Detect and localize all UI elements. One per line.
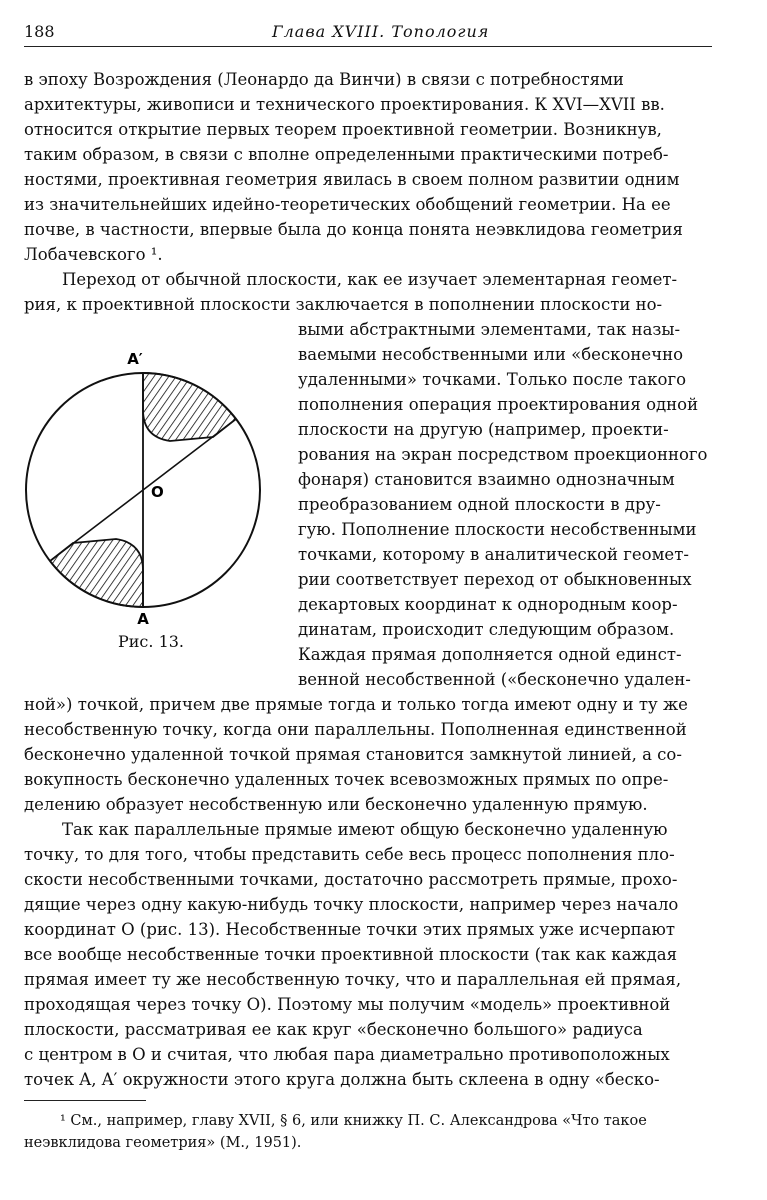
text-line: рия, к проективной плоскости заключается в пополнении плоскости но- xyxy=(24,295,663,314)
text-line: декартовых координат к однородным коор- xyxy=(298,595,678,614)
text-line: плоскости на другую (например, проекти- xyxy=(298,420,669,439)
text-line: Каждая прямая дополняется одной единст- xyxy=(298,645,682,664)
text-line: фонаря) становится взаимно однозначным xyxy=(298,470,675,489)
text-line: преобразованием одной плоскости в дру- xyxy=(298,495,661,514)
text-line: точками, которому в аналитической геомет- xyxy=(298,545,689,564)
lower-hatched-region xyxy=(50,539,143,607)
text-line: почве, в частности, впервые была до конца понята неэвклидова геометрия xyxy=(24,220,683,239)
text-line: таким образом, в связи с вполне определенными практическими потреб- xyxy=(24,145,669,164)
footnote-line: ¹ См., например, главу XVII, § 6, или книжку П. С. Александрова «Что такое xyxy=(60,1113,647,1129)
text-line: Так как параллельные прямые имеют общую бесконечно удаленную xyxy=(62,820,668,839)
text-line: ностями, проективная геометрия явилась в своем полном развитии одним xyxy=(24,170,680,189)
figure-13 xyxy=(18,340,278,630)
text-line: координат O (рис. 13). Несобственные точки этих прямых уже исчерпают xyxy=(24,920,675,939)
text-line: несобственную точку, когда они параллельны. Пополненная единственной xyxy=(24,720,687,739)
text-line: ваемыми несобственными или «бесконечно xyxy=(298,345,684,364)
text-line: все вообще несобственные точки проективной плоскости (так как каждая xyxy=(24,945,678,964)
upper-hatched-region xyxy=(143,373,236,441)
page-number: 188 xyxy=(24,22,55,41)
text-line: в эпоху Возрождения (Леонардо да Винчи) в связи с потребностями xyxy=(24,70,624,89)
text-line: скости несобственными точками, достаточно рассмотреть прямые, прохо- xyxy=(24,870,678,889)
text-line: проходящая через точку O). Поэтому мы получим «модель» проективной xyxy=(24,995,671,1014)
text-line: выми абстрактными элементами, так назы- xyxy=(298,320,681,339)
label-a-prime: A′ xyxy=(127,350,143,368)
text-line: Переход от обычной плоскости, как ее изучает элементарная геомет- xyxy=(62,270,678,289)
text-line: динатам, происходит следующим образом. xyxy=(298,620,675,639)
text-line: дящие через одну какую-нибудь точку плоскости, например через начало xyxy=(24,895,679,914)
footnote-rule xyxy=(24,1100,146,1101)
running-header xyxy=(24,16,712,47)
text-line: гую. Пополнение плоскости несобственными xyxy=(298,520,697,539)
label-o: O xyxy=(151,483,164,501)
text-line: плоскости, рассматривая ее как круг «бесконечно большого» радиуса xyxy=(24,1020,643,1039)
text-line: Лобачевского ¹. xyxy=(24,245,163,264)
running-title: Глава XVIII. Топология xyxy=(272,22,490,41)
figure-caption: Рис. 13. xyxy=(118,632,185,651)
projective-circle-diagram xyxy=(18,340,278,630)
text-line: рования на экран посредством проекционного xyxy=(298,445,708,464)
text-line: точку, то для того, чтобы представить себе весь процесс пополнения пло- xyxy=(24,845,675,864)
footnote-line: неэвклидова геометрия» (М., 1951). xyxy=(24,1135,302,1151)
text-line: из значительнейших идейно-теоретических обобщений геометрии. На ее xyxy=(24,195,671,214)
text-line: делению образует несобственную или бесконечно удаленную прямую. xyxy=(24,795,648,814)
text-line: пополнения операция проектирования одной xyxy=(298,395,699,414)
text-line: относится открытие первых теорем проективной геометрии. Возникнув, xyxy=(24,120,662,139)
text-line: прямая имеет ту же несобственную точку, что и параллельная ей прямая, xyxy=(24,970,682,989)
text-line: точек A, A′ окружности этого круга должна быть склеена в одну «беско- xyxy=(24,1070,660,1089)
text-line: с центром в O и считая, что любая пара диаметрально противоположных xyxy=(24,1045,670,1064)
text-line: вокупность бесконечно удаленных точек всевозможных прямых по опре- xyxy=(24,770,669,789)
text-line: рии соответствует переход от обыкновенных xyxy=(298,570,692,589)
label-a: A xyxy=(137,610,149,628)
text-line: ной») точкой, причем две прямые тогда и только тогда имеют одну и ту же xyxy=(24,695,688,714)
text-line: бесконечно удаленной точкой прямая становится замкнутой линией, а со- xyxy=(24,745,682,764)
text-line: удаленными» точками. Только после такого xyxy=(298,370,687,389)
text-line: венной несобственной («бесконечно удален- xyxy=(298,670,691,689)
text-line: архитектуры, живописи и технического проектирования. К XVI—XVII вв. xyxy=(24,95,665,114)
